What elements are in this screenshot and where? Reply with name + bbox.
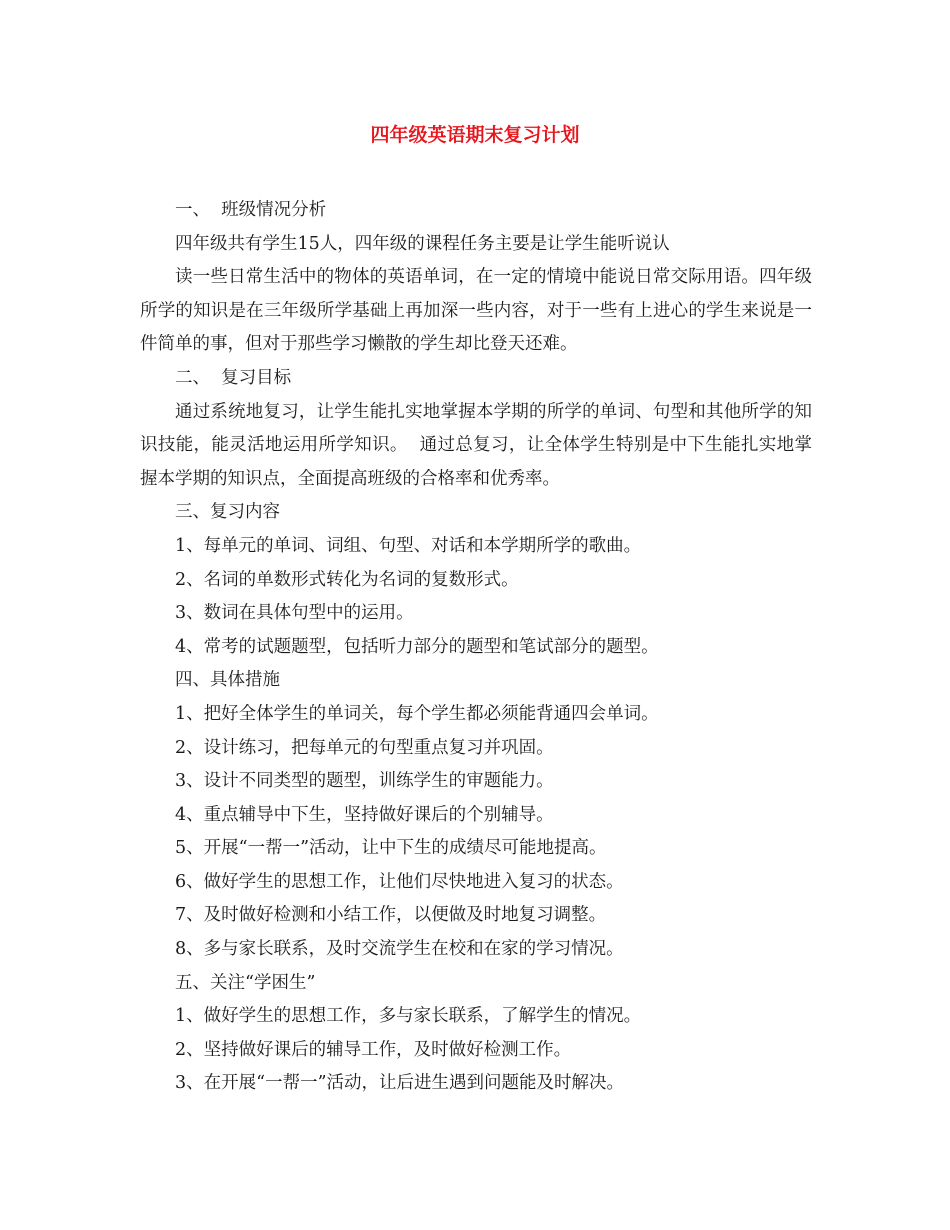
paragraph: 通过系统地复习，让学生能扎实地掌握本学期的所学的单词、句型和其他所学的知识技能，能灵活地运用所学知识。 通过总复习，让全体学生特别是中下生能扎实地掌握本学期的知识点，全面提高班级的合格率和优秀率。 — [140, 401, 812, 489]
list-item: 2、坚持做好课后的辅导工作，及时做好检测工作。 — [175, 1039, 572, 1060]
list-item: 8、多与家长联系，及时交流学生在校和在家的学习情况。 — [175, 939, 624, 960]
list-item: 7、及时做好检测和小结工作，以便做及时地复习调整。 — [175, 905, 607, 926]
section-heading-class-analysis: 一、 班级情况分析 — [175, 200, 327, 220]
list-item: 3、数词在具体句型中的运用。 — [175, 603, 414, 624]
section-heading-struggling-students: 五、关注“学困生” — [175, 972, 316, 993]
list-item: 2、名词的单数形式转化为名词的复数形式。 — [175, 569, 519, 590]
paragraph: 四年级共有学生15人，四年级的课程任务主要是让学生能听说认 — [175, 233, 670, 254]
paragraph: 读一些日常生活中的物体的英语单词，在一定的情境中能说日常交际用语。四年级所学的知识是在三年级所学基础上再加深一些内容，对于一些有上进心的学生来说是一件简单的事，但对于那些学习懒散的学生却比登天还难。 — [140, 267, 812, 355]
list-item: 5、开展“一帮一”活动，让中下生的成绩尽可能地提高。 — [175, 838, 607, 859]
list-item: 3、在开展“一帮一”活动，让后进生遇到问题能及时解决。 — [175, 1073, 625, 1094]
document-title: 四年级英语期末复习计划 — [370, 124, 580, 146]
section-heading-measures: 四、具体措施 — [175, 670, 280, 691]
list-item: 1、每单元的单词、词组、句型、对话和本学期所学的歌曲。 — [175, 535, 642, 556]
list-item: 6、做好学生的思想工作，让他们尽快地进入复习的状态。 — [175, 871, 624, 892]
list-item: 3、设计不同类型的题型，训练学生的审题能力。 — [175, 771, 554, 792]
list-item: 1、把好全体学生的单词关，每个学生都必须能背通四会单词。 — [175, 703, 659, 724]
document-body — [140, 194, 812, 1101]
section-heading-review-content: 三、复习内容 — [175, 502, 280, 523]
list-item: 4、重点辅导中下生，坚持做好课后的个别辅导。 — [175, 804, 554, 825]
list-item: 1、做好学生的思想工作，多与家长联系，了解学生的情况。 — [175, 1006, 642, 1027]
list-item: 4、常考的试题题型，包括听力部分的题型和笔试部分的题型。 — [175, 636, 659, 657]
list-item: 2、设计练习，把每单元的句型重点复习并巩固。 — [175, 737, 554, 758]
section-heading-review-goals: 二、 复习目标 — [175, 367, 292, 388]
